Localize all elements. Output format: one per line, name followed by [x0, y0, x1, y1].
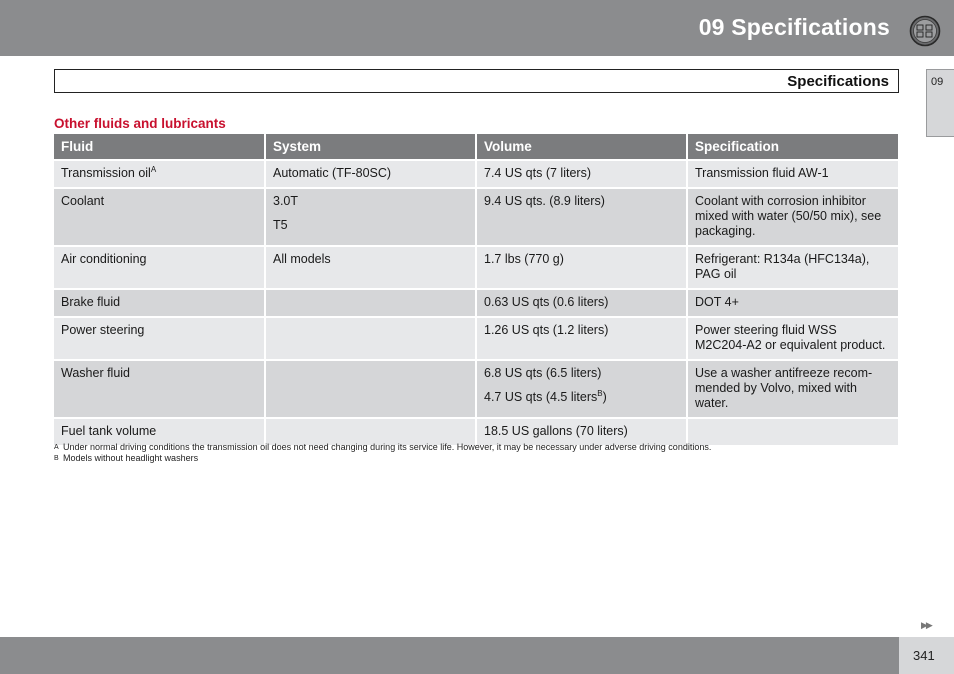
column-header-specification: Specification: [687, 134, 898, 160]
cell-system: [265, 418, 476, 445]
section-title: Specifications: [787, 73, 889, 90]
table-header-row: [54, 134, 898, 160]
section-header-box: [54, 69, 899, 93]
cell-fluid: Brake fluid: [54, 289, 265, 317]
cell-fluid: Power steering: [54, 317, 265, 360]
cell-volume: 6.8 US qts (6.5 liters) 4.7 US qts (4.5 liters$^B$): [476, 360, 687, 418]
footnote: A Under normal driving conditions the transmission oil does not need changing during its service life. However, it may be necessary under adverse driving conditions.: [54, 442, 712, 452]
cell-fluid: Washer fluid: [54, 360, 265, 418]
fluids-table: [54, 134, 898, 445]
table-row: [54, 246, 898, 289]
cell-volume: 18.5 US gallons (70 liters): [476, 418, 687, 445]
cell-specification: Use a washer antifreeze recom-mended by Volvo, mixed with water.: [687, 360, 898, 418]
table-row: [54, 418, 898, 445]
cell-specification: Refrigerant: R134a (HFC134a), PAG oil: [687, 246, 898, 289]
cell-specification: [687, 418, 898, 445]
footnotes: [54, 442, 711, 464]
double-arrow-right-icon[interactable]: ▶▶: [921, 620, 931, 630]
cell-volume: 7.4 US qts (7 liters): [476, 160, 687, 188]
table-body: [54, 160, 898, 445]
table-row: [54, 289, 898, 317]
cell-volume: 9.4 US qts. (8.9 liters): [476, 188, 687, 246]
column-header-system: System: [265, 134, 476, 160]
cell-specification: Transmission fluid AW-1: [687, 160, 898, 188]
table-heading: Other fluids and lubricants: [54, 116, 226, 131]
chapter-title: 09 Specifications: [698, 14, 890, 40]
footnote-marker: A: [150, 164, 157, 174]
cell-volume: 1.26 US qts (1.2 liters): [476, 317, 687, 360]
table-row: [54, 160, 898, 188]
cell-system: [265, 289, 476, 317]
cell-volume: 1.7 lbs (770 g): [476, 246, 687, 289]
cell-fluid: Fuel tank volume: [54, 418, 265, 445]
cell-system: 3.0T T5: [265, 188, 476, 246]
specifications-chapter-icon: [909, 15, 941, 47]
cell-volume: 0.63 US qts (0.6 liters): [476, 289, 687, 317]
chapter-side-tab[interactable]: [926, 69, 954, 137]
footer-bar: [0, 637, 954, 674]
cell-specification: Power steering fluid WSS M2C204-A2 or equivalent product.: [687, 317, 898, 360]
cell-fluid: Coolant: [54, 188, 265, 246]
header-bar: [0, 0, 954, 56]
table-row: [54, 360, 898, 418]
side-tab-label: 09: [931, 76, 944, 88]
cell-system: Automatic (TF-80SC): [265, 160, 476, 188]
cell-specification: Coolant with corrosion inhibitor mixed with water (50/50 mix), see packaging.: [687, 188, 898, 246]
column-header-fluid: Fluid: [54, 134, 265, 160]
cell-specification: DOT 4+: [687, 289, 898, 317]
cell-fluid: Transmission oil$^A$: [54, 160, 265, 188]
footnote-marker: B: [597, 388, 603, 398]
cell-fluid: Air conditioning: [54, 246, 265, 289]
page-number: 341: [913, 648, 935, 663]
cell-system: All models: [265, 246, 476, 289]
table-row: [54, 317, 898, 360]
cell-system: [265, 317, 476, 360]
column-header-volume: Volume: [476, 134, 687, 160]
table-row: [54, 188, 898, 246]
cell-system: [265, 360, 476, 418]
footnote: B Models without headlight washers: [54, 453, 199, 463]
